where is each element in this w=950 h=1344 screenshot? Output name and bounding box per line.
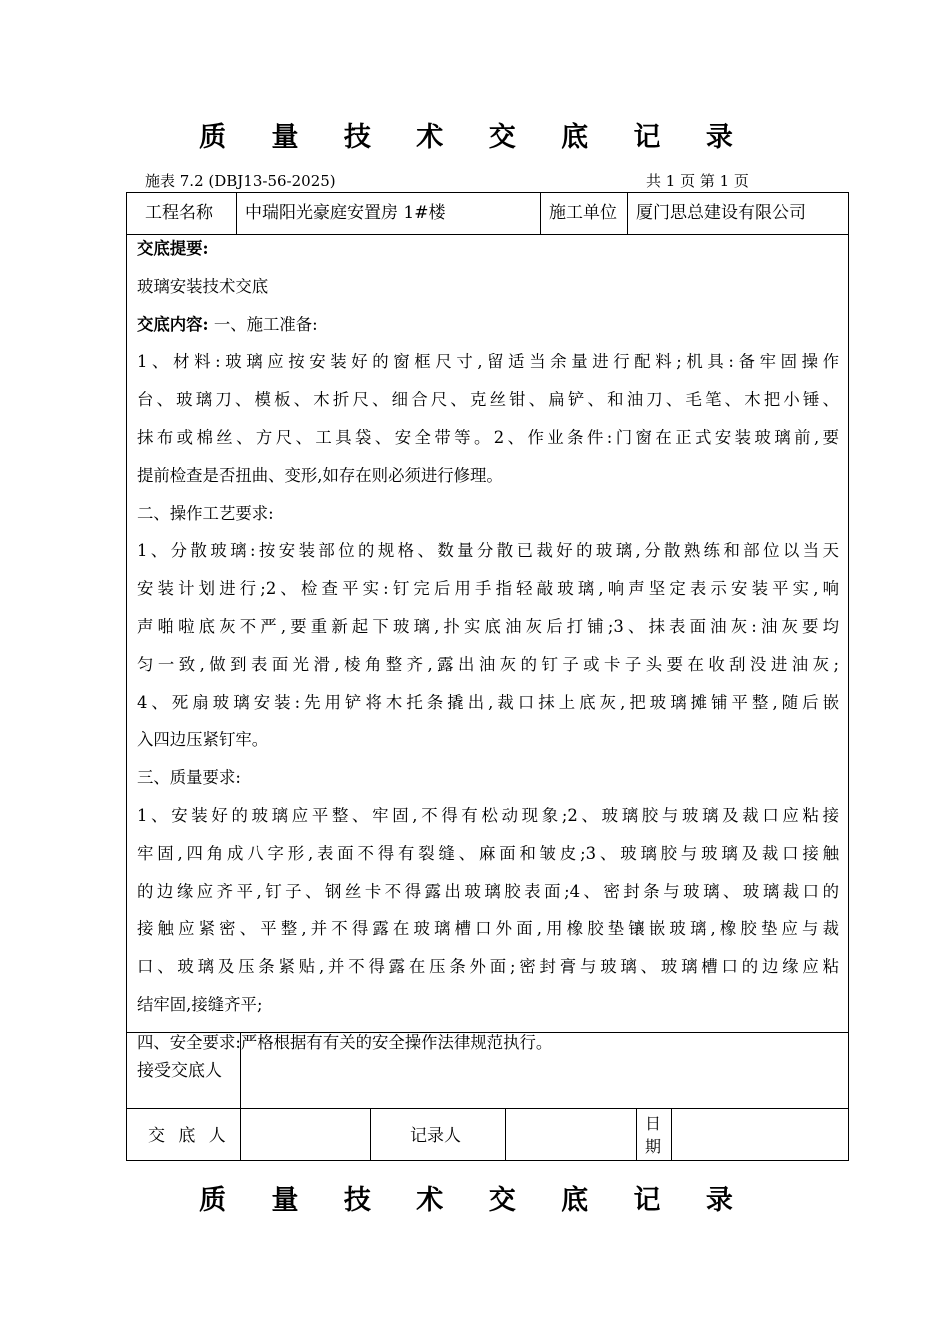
- sign-col-divider-3: [636, 1108, 637, 1160]
- recorder-label: 记录人: [410, 1126, 461, 1146]
- content-line: 1、安装好的玻璃应平整、牢固,不得有松动现象;2、玻璃胶与玻璃及裁口应粘接: [137, 805, 839, 825]
- section-1-heading: 一、施工准备:: [213, 314, 318, 334]
- section-3-heading: 三、质量要求:: [137, 768, 241, 788]
- date-label-top: 日: [645, 1114, 662, 1133]
- content-line: 提前检查是否扭曲、变形,如存在则必须进行修理。: [137, 465, 503, 485]
- section-2-heading: 二、操作工艺要求:: [137, 503, 274, 523]
- content-line: 口、玻璃及压条紧贴,并不得露在压条外面;密封膏与玻璃、玻璃槽口的边缘应粘: [137, 957, 839, 977]
- next-page-title: 质 量 技 术 交 底 记 录: [199, 1185, 751, 1216]
- section-4-safety: 四、安全要求:严格根据有有关的安全操作法律规范执行。: [137, 1032, 553, 1052]
- content-line: 安装计划进行;2、检查平实:钉完后用手指轻敲玻璃,响声坚定表示安装平实,响: [137, 579, 839, 599]
- content-line: 声啪啦底灰不严,要重新起下玻璃,扑实底油灰后打铺;3、抹表面油灰:油灰要均: [137, 616, 839, 636]
- project-name-value: 中瑞阳光豪庭安置房 1#楼: [245, 203, 446, 223]
- receiver-row-divider: [126, 1108, 849, 1109]
- date-field[interactable]: [678, 1126, 843, 1148]
- content-line: 台、玻璃刀、模板、木折尺、细合尺、克丝钳、扁铲、和油刀、毛笔、木把小锤、: [137, 390, 839, 410]
- content-line: 入四边压紧钉牢。: [137, 730, 269, 750]
- presenter-label: 交 底 人: [148, 1126, 230, 1146]
- summary-label: 交底提要:: [137, 239, 209, 258]
- content-line: 牢固,四角成八字形,表面不得有裂缝、麻面和皱皮;3、玻璃胶与玻璃及裁口接触: [137, 843, 839, 863]
- presenter-field[interactable]: [246, 1126, 366, 1148]
- content-label: 交底内容:: [137, 314, 209, 334]
- form-code: 施表 7.2 (DBJ13-56-2025): [145, 172, 336, 190]
- recorder-field[interactable]: [512, 1126, 630, 1148]
- header-col-divider-3: [627, 192, 628, 234]
- date-label-bottom: 期: [645, 1137, 662, 1156]
- header-col-divider-2: [540, 192, 541, 234]
- content-line: 结牢固,接缝齐平;: [137, 994, 263, 1014]
- table-border-right: [848, 192, 849, 1161]
- receiver-field[interactable]: [250, 1061, 840, 1083]
- table-border-top: [126, 192, 849, 193]
- receiver-label: 接受交底人: [137, 1061, 222, 1081]
- content-line: 4、死扇玻璃安装:先用铲将木托条撬出,裁口抹上底灰,把玻璃摊铺平整,随后嵌: [137, 692, 839, 712]
- contractor-label: 施工单位: [549, 203, 617, 223]
- sign-col-divider-4: [671, 1108, 672, 1160]
- briefing-content: [137, 230, 839, 1062]
- document-title: 质 量 技 术 交 底 记 录: [199, 122, 751, 153]
- content-line: 接触应紧密、平整,并不得露在玻璃槽口外面,用橡胶垫镶嵌玻璃,橡胶垫应与裁: [137, 919, 839, 939]
- table-border-left: [126, 192, 127, 1161]
- table-border-bottom: [126, 1160, 849, 1161]
- page-info: 共 1 页 第 1 页: [646, 172, 749, 190]
- content-line: 抹布或棉丝、方尺、工具袋、安全带等。2、作业条件:门窗在正式安装玻璃前,要: [137, 427, 839, 447]
- header-col-divider-1: [236, 192, 237, 234]
- project-name-label: 工程名称: [145, 203, 213, 223]
- sign-col-divider-1: [370, 1108, 371, 1160]
- content-line: 的边缘应齐平,钉子、钢丝卡不得露出玻璃胶表面;4、密封条与玻璃、玻璃裁口的: [137, 881, 839, 901]
- sign-col-divider-2: [505, 1108, 506, 1160]
- content-line: 1、材料:玻璃应按安装好的窗框尺寸,留适当余量进行配料;机具:备牢固操作: [137, 352, 839, 372]
- contractor-value: 厦门思总建设有限公司: [636, 203, 806, 223]
- summary-text: 玻璃安装技术交底: [137, 276, 269, 296]
- summary-heading: [137, 230, 839, 268]
- content-heading: [137, 306, 839, 344]
- content-line: 匀一致,做到表面光滑,棱角整齐,露出油灰的钉子或卡子头要在收刮没进油灰;: [137, 654, 839, 674]
- content-line: 1、分散玻璃:按安装部位的规格、数量分散已裁好的玻璃,分散熟练和部位以当天: [137, 541, 839, 561]
